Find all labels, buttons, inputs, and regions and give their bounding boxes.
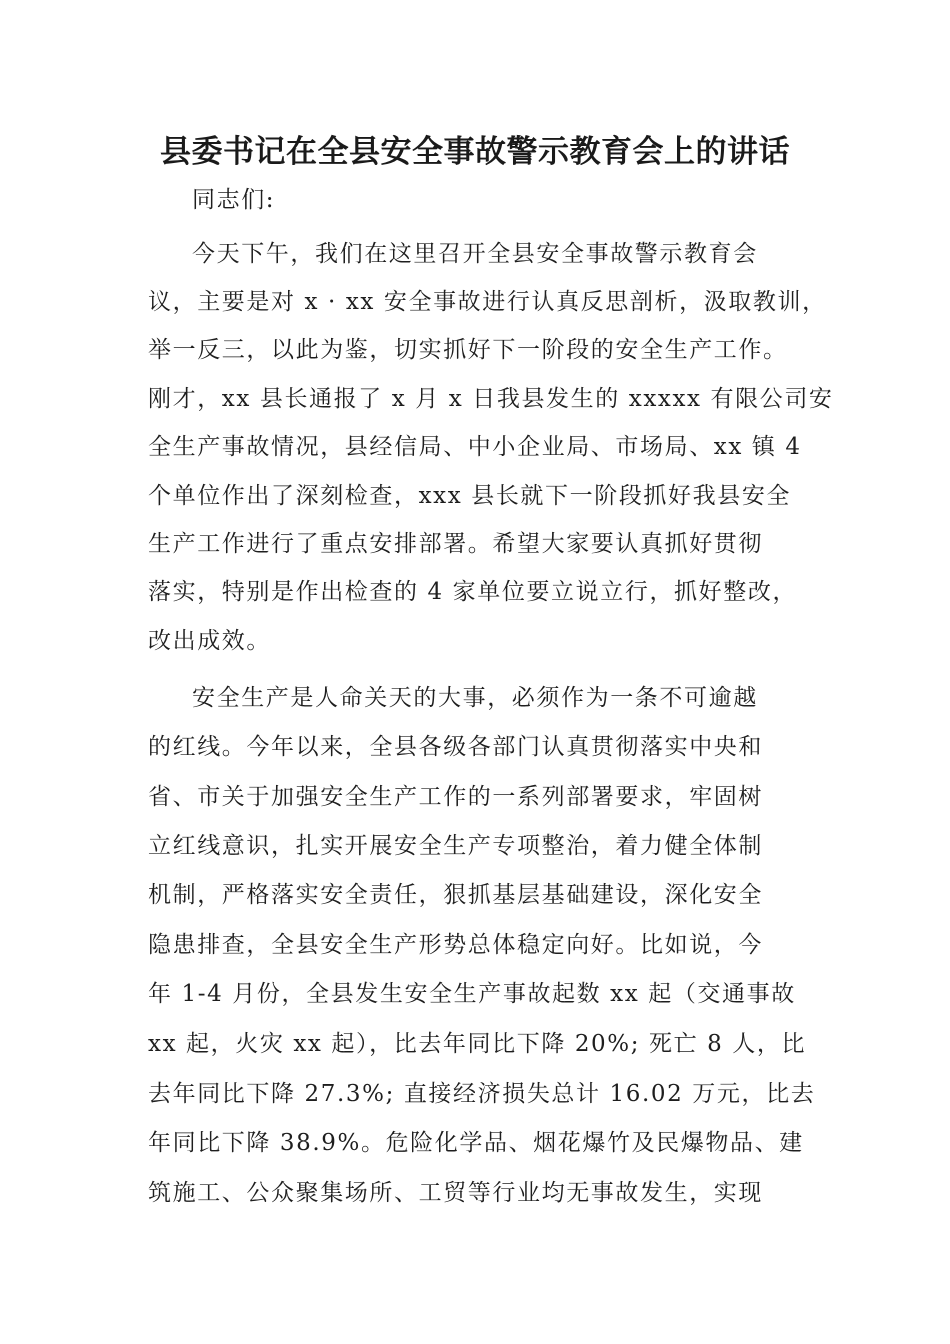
paragraph-1-line-9: 改出成效。: [148, 628, 271, 654]
paragraph-1-line-8: 落实，特别是作出检查的 4 家单位要立说立行，抓好整改，: [148, 579, 798, 605]
paragraph-2-line-2: 的红线。今年以来，全县各级各部门认真贯彻落实中央和: [148, 734, 763, 760]
paragraph-1-line-1: 今天下午，我们在这里召开全县安全事故警示教育会: [192, 241, 758, 267]
paragraph-1-line-7: 生产工作进行了重点安排部署。希望大家要认真抓好贯彻: [148, 531, 763, 557]
paragraph-1-line-3: 举一反三，以此为鉴，切实抓好下一阶段的安全生产工作。: [148, 337, 788, 363]
salutation: 同志们:: [192, 187, 276, 213]
paragraph-2-line-3: 省、市关于加强安全生产工作的一系列部署要求，牢固树: [148, 784, 763, 810]
paragraph-1-line-5: 全生产事故情况，县经信局、中小企业局、市场局、xx 镇 4: [148, 434, 802, 460]
paragraph-2-line-10: 年同比下降 38.9%。危险化学品、烟花爆竹及民爆物品、建: [148, 1130, 804, 1156]
paragraph-2-line-9: 去年同比下降 27.3%; 直接经济损失总计 16.02 万元，比去: [148, 1081, 816, 1107]
paragraph-1-line-6: 个单位作出了深刻检查，xxx 县长就下一阶段抓好我县安全: [148, 483, 792, 509]
paragraph-1-line-2: 议，主要是对 x · xx 安全事故进行认真反思剖析，汲取教训，: [148, 289, 827, 315]
paragraph-2-line-6: 隐患排查，全县安全生产形势总体稳定向好。比如说，今: [148, 932, 763, 958]
paragraph-2-line-7: 年 1-4 月份，全县发生安全生产事故起数 xx 起（交通事故: [148, 981, 796, 1007]
paragraph-1-line-4: 刚才，xx 县长通报了 x 月 x 日我县发生的 xxxxx 有限公司安: [148, 386, 834, 412]
paragraph-2-line-8: xx 起，火灾 xx 起），比去年同比下降 20%; 死亡 8 人，比: [148, 1031, 807, 1057]
paragraph-2-line-5: 机制，严格落实安全责任，狠抓基层基础建设，深化安全: [148, 882, 763, 908]
paragraph-2-line-4: 立红线意识，扎实开展安全生产专项整治，着力健全体制: [148, 833, 763, 859]
page-title: 县委书记在全县安全事故警示教育会上的讲话: [160, 134, 790, 170]
paragraph-2-line-11: 筑施工、公众聚集场所、工贸等行业均无事故发生，实现: [148, 1180, 763, 1206]
paragraph-2-line-1: 安全生产是人命关天的大事，必须作为一条不可逾越: [192, 685, 758, 711]
